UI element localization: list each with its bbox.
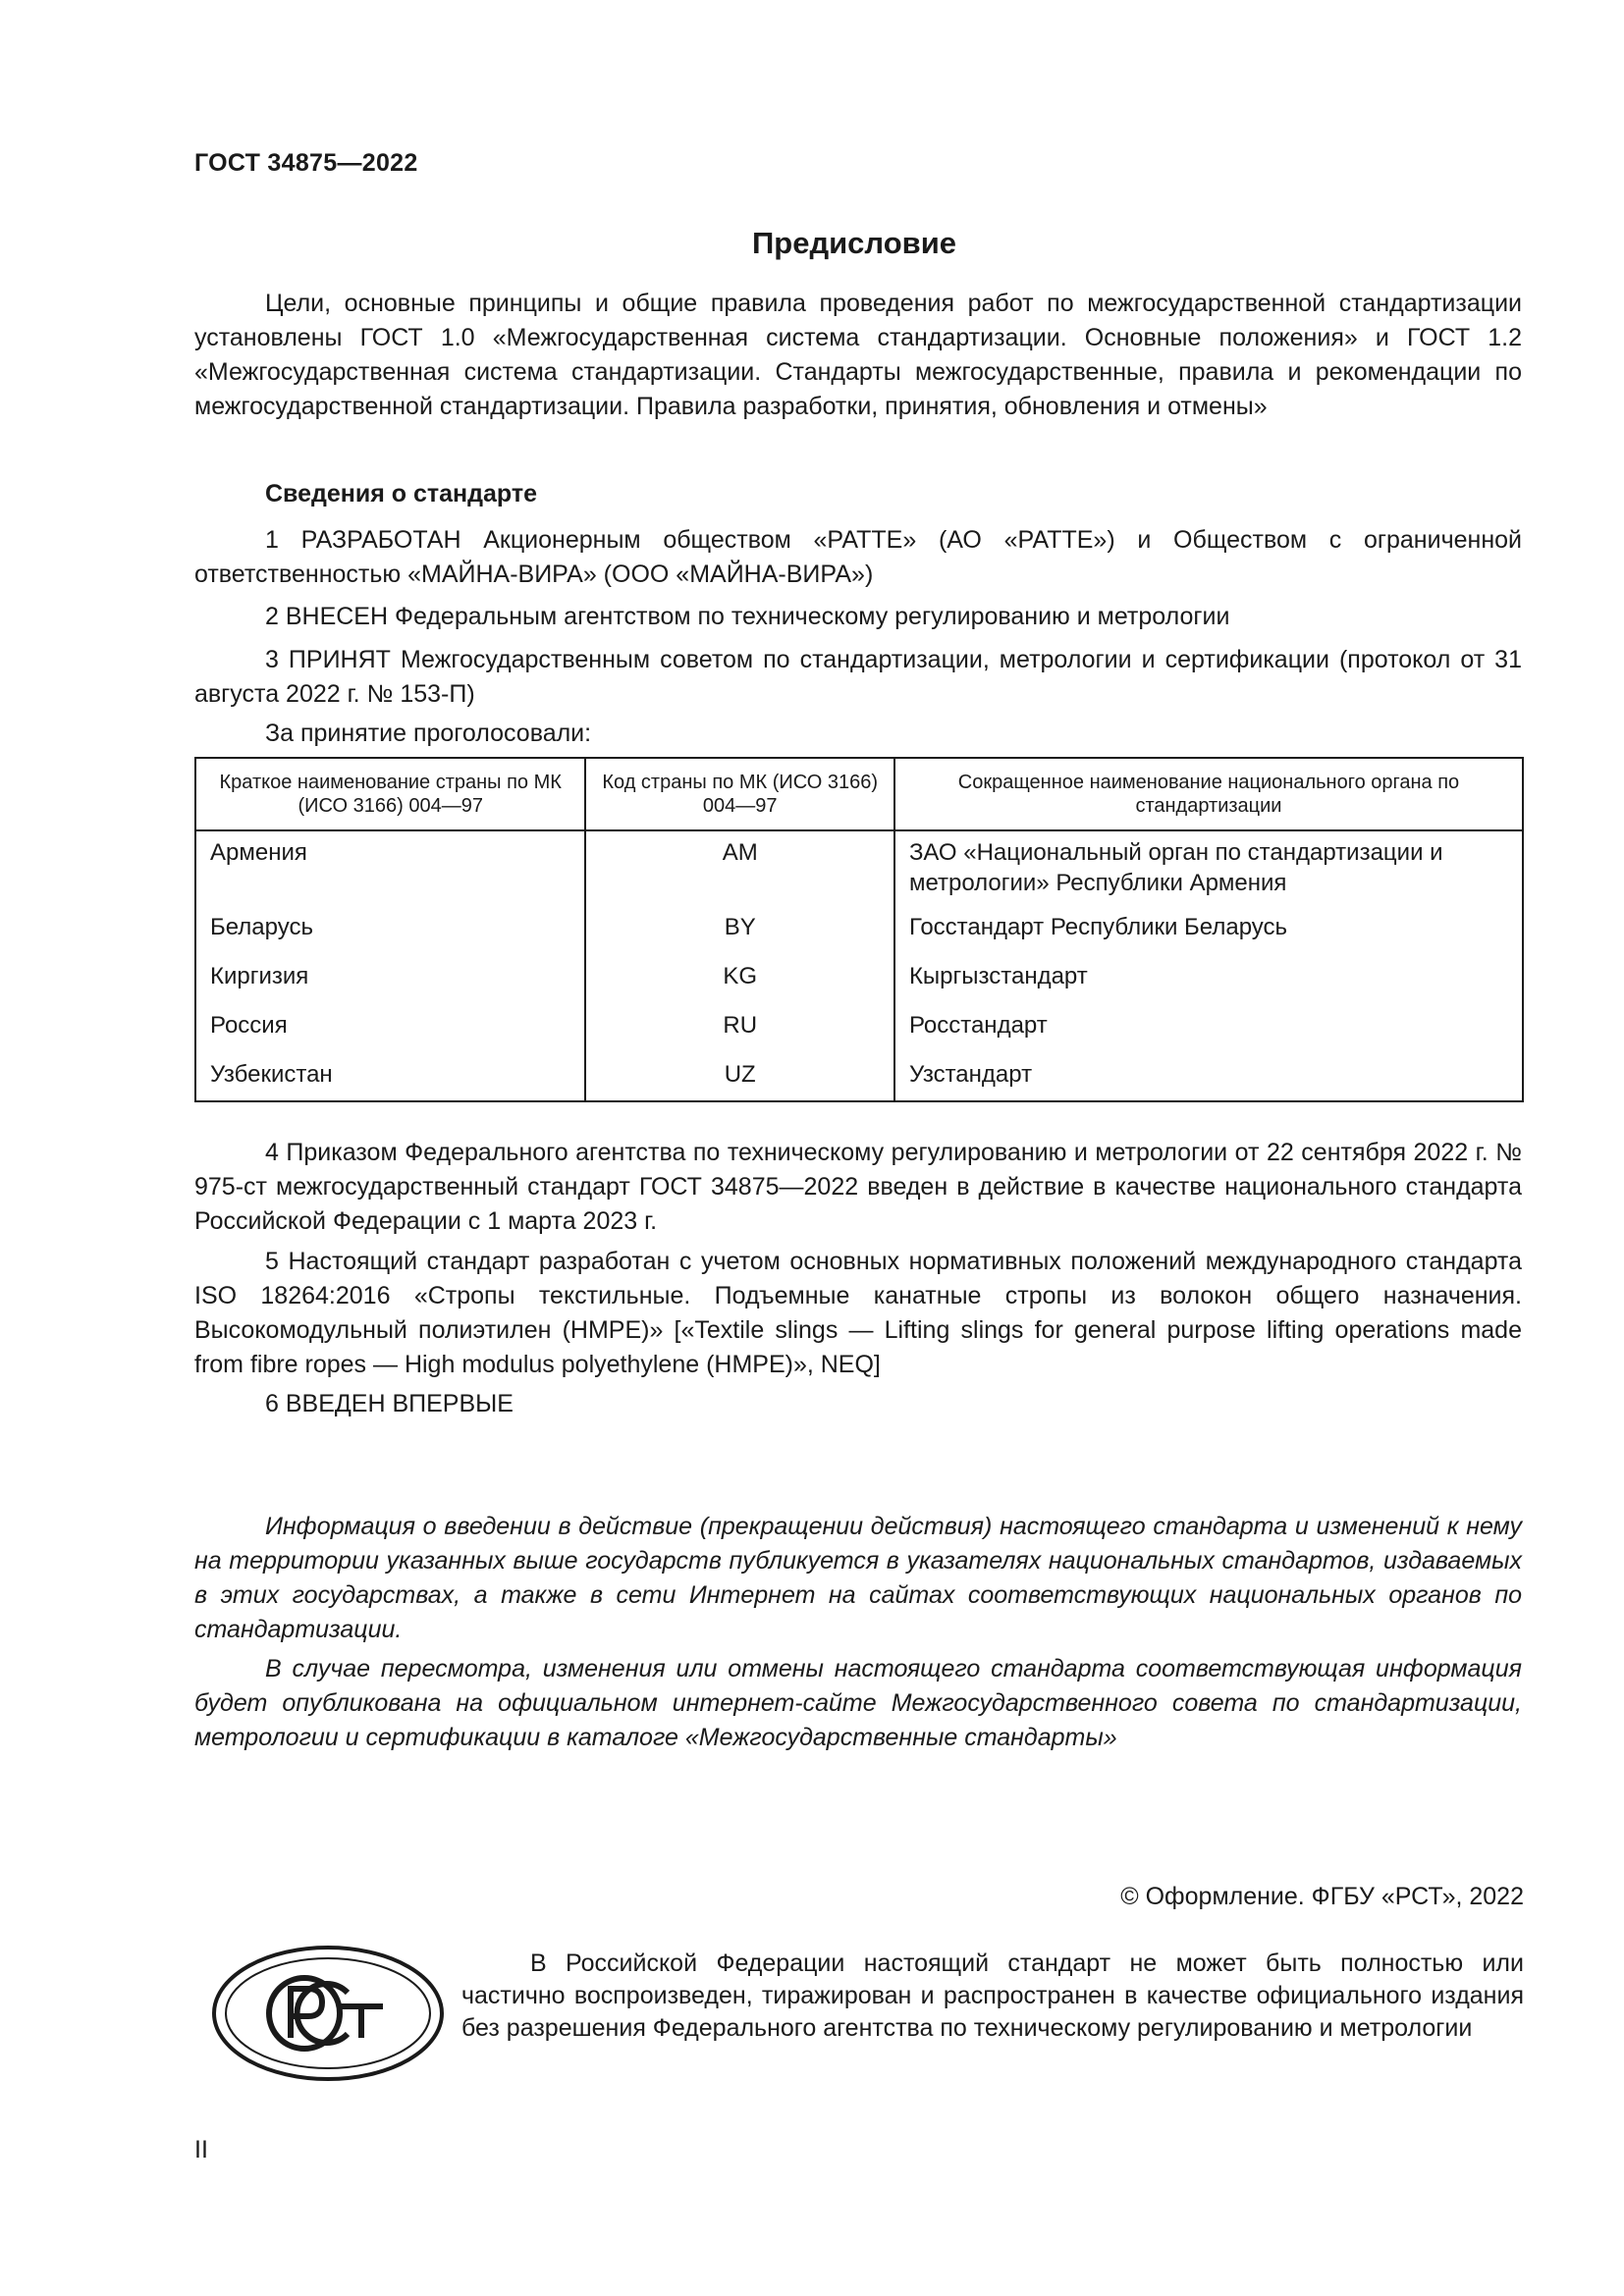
body-cell: Кыргызстандарт bbox=[894, 961, 1523, 1010]
table-row bbox=[195, 830, 1523, 912]
country-cell: Армения bbox=[195, 830, 585, 912]
item-2: 2 ВНЕСЕН Федеральным агентством по техническому регулированию и метрологии bbox=[265, 603, 1230, 630]
table-row bbox=[195, 1059, 1523, 1101]
document-code: ГОСТ 34875—2022 bbox=[194, 149, 418, 177]
voted-label: За принятие проголосовали: bbox=[265, 720, 592, 747]
intro-paragraph: Цели, основные принципы и общие правила проведения работ по межгосударственной стандартизации установлены ГОСТ 1.0 «Межгосударственная система стандартизации. Основные положения» и ГОСТ 1.2 «Межгосударственная система стандартизации. Стандарты межгосударственные, правила и рекомендации по межгосударственной стандартизации. Правила разработки, принятия, обновления и отмены» bbox=[194, 290, 1522, 420]
code-cell: UZ bbox=[585, 1059, 893, 1101]
info-heading: Сведения о стандарте bbox=[265, 480, 538, 507]
table-row bbox=[195, 912, 1523, 961]
body-cell: Госстандарт Республики Беларусь bbox=[894, 912, 1523, 961]
code-cell: KG bbox=[585, 961, 893, 1010]
item-4: 4 Приказом Федерального агентства по техническому регулированию и метрологии от 22 сентября 2022 г. № 975-ст межгосударственный стандарт ГОСТ 34875—2022 введен в действие в качестве национального стандарта Российской Федерации с 1 марта 2023 г. bbox=[194, 1139, 1522, 1235]
table-header-row bbox=[195, 758, 1523, 830]
page-number: II bbox=[194, 2136, 208, 2163]
item-5: 5 Настоящий стандарт разработан с учетом основных нормативных положений международного стандарта ISO 18264:2016 «Стропы текстильные. Подъемные канатные стропы из волокон общего назначения. Высокомодульный полиэтилен (HMPE)» [«Textile slings — Lifting slings for general purpose lifting operations made from fibre ropes — High modulus polyethylene (HMPE)», NEQ] bbox=[194, 1248, 1522, 1378]
notice-paragraph-1: Информация о введении в действие (прекращении действия) настоящего стандарта и изменений к нему на территории указанных выше государств публикуется в указателях национальных стандартов, издаваемых в этих государствах, а также в сети Интернет на сайтах соответствующих национальных органов по стандартизации. bbox=[194, 1513, 1522, 1643]
country-cell: Киргизия bbox=[195, 961, 585, 1010]
item-3: 3 ПРИНЯТ Межгосударственным советом по стандартизации, метрологии и сертификации (протокол от 31 августа 2022 г. № 153-П) bbox=[194, 646, 1522, 708]
body-cell: ЗАО «Национальный орган по стандартизации и метрологии» Республики Армения bbox=[894, 830, 1523, 912]
page-title: Предисловие bbox=[751, 226, 956, 260]
country-cell: Беларусь bbox=[195, 912, 585, 961]
item-6: 6 ВВЕДЕН ВПЕРВЫЕ bbox=[265, 1390, 514, 1417]
column-header-country: Краткое наименование страны по МК (ИСО 3166) 004—97 bbox=[195, 758, 585, 830]
country-cell: Узбекистан bbox=[195, 1059, 585, 1101]
country-cell: Россия bbox=[195, 1010, 585, 1059]
copyright-line: © Оформление. ФГБУ «РСТ», 2022 bbox=[1120, 1883, 1524, 1910]
code-cell: RU bbox=[585, 1010, 893, 1059]
notice-paragraph-2: В случае пересмотра, изменения или отмены настоящего стандарта соответствующая информация будет опубликована на официальном интернет-сайте Межгосударственного совета по стандартизации, метрологии и сертификации в каталоге «Межгосударственные стандарты» bbox=[194, 1655, 1522, 1751]
code-cell: BY bbox=[585, 912, 893, 961]
rst-logo bbox=[210, 1944, 446, 2083]
column-header-code: Код страны по МК (ИСО 3166) 004—97 bbox=[585, 758, 893, 830]
column-header-body: Сокращенное наименование национального органа по стандартизации bbox=[894, 758, 1523, 830]
body-cell: Узстандарт bbox=[894, 1059, 1523, 1101]
table-row bbox=[195, 1010, 1523, 1059]
code-cell: AM bbox=[585, 830, 893, 912]
table-row bbox=[195, 961, 1523, 1010]
rights-notice: В Российской Федерации настоящий стандарт не может быть полностью или частично воспроизведен, тиражирован и распространен в качестве официального издания без разрешения Федерального агентства по техническому регулированию и метрологии bbox=[461, 1949, 1524, 2042]
body-cell: Росстандарт bbox=[894, 1010, 1523, 1059]
voting-table bbox=[194, 757, 1524, 1102]
item-1: 1 РАЗРАБОТАН Акционерным обществом «РАТТЕ» (АО «РАТТЕ») и Обществом с ограниченной ответственностью «МАЙНА-ВИРА» (ООО «МАЙНА-ВИРА») bbox=[194, 526, 1522, 588]
